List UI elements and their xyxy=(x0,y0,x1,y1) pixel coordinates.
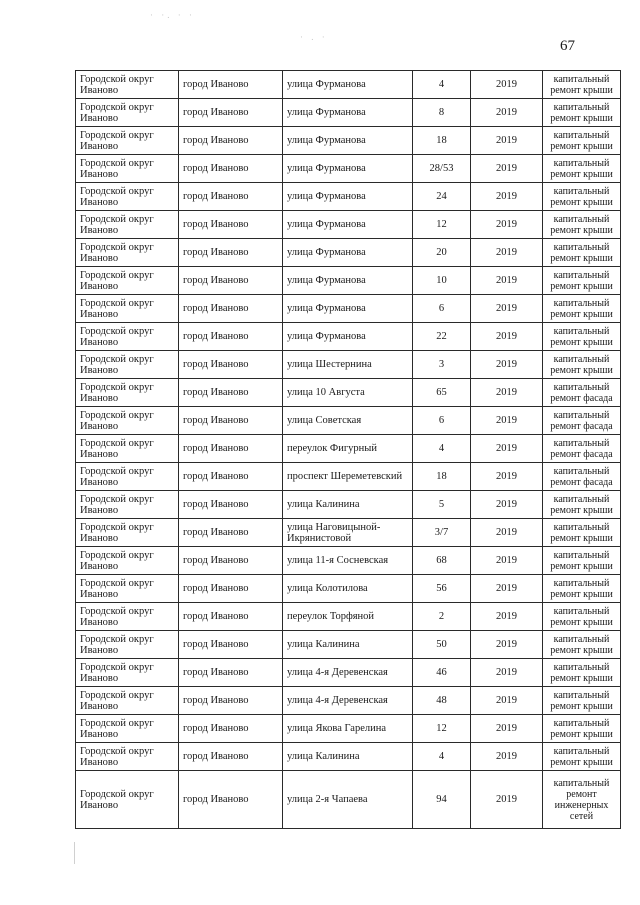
municipality-cell: Городской округ Иваново xyxy=(76,659,179,687)
municipality-cell: Городской округ Иваново xyxy=(76,267,179,295)
table-row xyxy=(76,575,621,603)
table-row xyxy=(76,267,621,295)
work-type-cell: капитальный ремонт фасада xyxy=(543,463,621,491)
municipality-cell: Городской округ Иваново xyxy=(76,71,179,99)
municipality-cell: Городской округ Иваново xyxy=(76,463,179,491)
house-number-cell: 68 xyxy=(413,547,471,575)
work-type-cell: капитальный ремонт крыши xyxy=(543,547,621,575)
work-type-cell: капитальный ремонт крыши xyxy=(543,99,621,127)
table-row xyxy=(76,351,621,379)
year-cell: 2019 xyxy=(471,631,543,659)
street-cell: улица Фурманова xyxy=(283,99,413,127)
year-cell: 2019 xyxy=(471,379,543,407)
year-cell: 2019 xyxy=(471,71,543,99)
table-row xyxy=(76,155,621,183)
work-type-cell: капитальный ремонт фасада xyxy=(543,379,621,407)
street-cell: улица 4-я Деревенская xyxy=(283,687,413,715)
street-cell: улица Фурманова xyxy=(283,267,413,295)
scan-margin-line xyxy=(74,842,75,864)
municipality-cell: Городской округ Иваново xyxy=(76,183,179,211)
table-row xyxy=(76,211,621,239)
year-cell: 2019 xyxy=(471,267,543,295)
street-cell: переулок Фигурный xyxy=(283,435,413,463)
settlement-cell: город Иваново xyxy=(179,659,283,687)
house-number-cell: 4 xyxy=(413,435,471,463)
scan-noise: · . · xyxy=(300,32,328,42)
municipality-cell: Городской округ Иваново xyxy=(76,771,179,829)
table-row xyxy=(76,239,621,267)
municipality-cell: Городской округ Иваново xyxy=(76,631,179,659)
settlement-cell: город Иваново xyxy=(179,547,283,575)
street-cell: улица Советская xyxy=(283,407,413,435)
work-type-cell: капитальный ремонт фасада xyxy=(543,435,621,463)
settlement-cell: город Иваново xyxy=(179,379,283,407)
settlement-cell: город Иваново xyxy=(179,771,283,829)
municipality-cell: Городской округ Иваново xyxy=(76,575,179,603)
house-number-cell: 10 xyxy=(413,267,471,295)
settlement-cell: город Иваново xyxy=(179,267,283,295)
page-number: 67 xyxy=(560,38,575,54)
house-number-cell: 24 xyxy=(413,183,471,211)
municipality-cell: Городской округ Иваново xyxy=(76,127,179,155)
municipality-cell: Городской округ Иваново xyxy=(76,407,179,435)
work-type-cell: капитальный ремонт фасада xyxy=(543,407,621,435)
year-cell: 2019 xyxy=(471,771,543,829)
work-type-cell: капитальный ремонт крыши xyxy=(543,491,621,519)
year-cell: 2019 xyxy=(471,407,543,435)
table-row xyxy=(76,603,621,631)
house-number-cell: 28/53 xyxy=(413,155,471,183)
year-cell: 2019 xyxy=(471,155,543,183)
table-row xyxy=(76,715,621,743)
municipality-cell: Городской округ Иваново xyxy=(76,351,179,379)
municipality-cell: Городской округ Иваново xyxy=(76,239,179,267)
street-cell: улица 4-я Деревенская xyxy=(283,659,413,687)
house-number-cell: 12 xyxy=(413,715,471,743)
year-cell: 2019 xyxy=(471,491,543,519)
work-type-cell: капитальный ремонт крыши xyxy=(543,687,621,715)
house-number-cell: 12 xyxy=(413,211,471,239)
house-number-cell: 18 xyxy=(413,463,471,491)
street-cell: улица Фурманова xyxy=(283,127,413,155)
table-row xyxy=(76,631,621,659)
municipality-cell: Городской округ Иваново xyxy=(76,687,179,715)
house-number-cell: 2 xyxy=(413,603,471,631)
settlement-cell: город Иваново xyxy=(179,687,283,715)
street-cell: улица Якова Гарелина xyxy=(283,715,413,743)
municipality-cell: Городской округ Иваново xyxy=(76,715,179,743)
year-cell: 2019 xyxy=(471,323,543,351)
house-number-cell: 94 xyxy=(413,771,471,829)
settlement-cell: город Иваново xyxy=(179,435,283,463)
municipality-cell: Городской округ Иваново xyxy=(76,603,179,631)
year-cell: 2019 xyxy=(471,183,543,211)
settlement-cell: город Иваново xyxy=(179,127,283,155)
work-type-cell: капитальный ремонт крыши xyxy=(543,575,621,603)
year-cell: 2019 xyxy=(471,743,543,771)
work-type-cell: капитальный ремонт крыши xyxy=(543,239,621,267)
street-cell: улица Фурманова xyxy=(283,211,413,239)
table-row xyxy=(76,183,621,211)
house-number-cell: 56 xyxy=(413,575,471,603)
settlement-cell: город Иваново xyxy=(179,295,283,323)
year-cell: 2019 xyxy=(471,659,543,687)
house-number-cell: 3 xyxy=(413,351,471,379)
year-cell: 2019 xyxy=(471,547,543,575)
work-type-cell: капитальный ремонт крыши xyxy=(543,323,621,351)
work-type-cell: капитальный ремонт крыши xyxy=(543,603,621,631)
street-cell: улица Фурманова xyxy=(283,183,413,211)
work-type-cell: капитальный ремонт крыши xyxy=(543,743,621,771)
year-cell: 2019 xyxy=(471,211,543,239)
settlement-cell: город Иваново xyxy=(179,743,283,771)
house-number-cell: 6 xyxy=(413,407,471,435)
settlement-cell: город Иваново xyxy=(179,715,283,743)
work-type-cell: капитальный ремонт инженерных сетей xyxy=(543,771,621,829)
work-type-cell: капитальный ремонт крыши xyxy=(543,267,621,295)
municipality-cell: Городской округ Иваново xyxy=(76,323,179,351)
street-cell: улица 2-я Чапаева xyxy=(283,771,413,829)
year-cell: 2019 xyxy=(471,715,543,743)
repair-plan-table xyxy=(75,70,621,829)
municipality-cell: Городской округ Иваново xyxy=(76,379,179,407)
municipality-cell: Городской округ Иваново xyxy=(76,155,179,183)
street-cell: улица Калинина xyxy=(283,491,413,519)
work-type-cell: капитальный ремонт крыши xyxy=(543,659,621,687)
street-cell: переулок Торфяной xyxy=(283,603,413,631)
settlement-cell: город Иваново xyxy=(179,519,283,547)
settlement-cell: город Иваново xyxy=(179,631,283,659)
year-cell: 2019 xyxy=(471,575,543,603)
municipality-cell: Городской округ Иваново xyxy=(76,99,179,127)
settlement-cell: город Иваново xyxy=(179,155,283,183)
settlement-cell: город Иваново xyxy=(179,239,283,267)
municipality-cell: Городской округ Иваново xyxy=(76,547,179,575)
street-cell: улица Калинина xyxy=(283,743,413,771)
settlement-cell: город Иваново xyxy=(179,575,283,603)
settlement-cell: город Иваново xyxy=(179,71,283,99)
street-cell: улица Фурманова xyxy=(283,71,413,99)
municipality-cell: Городской округ Иваново xyxy=(76,295,179,323)
table-row xyxy=(76,127,621,155)
year-cell: 2019 xyxy=(471,463,543,491)
work-type-cell: капитальный ремонт крыши xyxy=(543,351,621,379)
house-number-cell: 18 xyxy=(413,127,471,155)
settlement-cell: город Иваново xyxy=(179,491,283,519)
scan-noise: · ·. · · xyxy=(150,10,195,20)
year-cell: 2019 xyxy=(471,127,543,155)
work-type-cell: капитальный ремонт крыши xyxy=(543,295,621,323)
house-number-cell: 5 xyxy=(413,491,471,519)
settlement-cell: город Иваново xyxy=(179,323,283,351)
street-cell: улица 10 Августа xyxy=(283,379,413,407)
year-cell: 2019 xyxy=(471,99,543,127)
year-cell: 2019 xyxy=(471,351,543,379)
year-cell: 2019 xyxy=(471,519,543,547)
settlement-cell: город Иваново xyxy=(179,603,283,631)
municipality-cell: Городской округ Иваново xyxy=(76,211,179,239)
house-number-cell: 22 xyxy=(413,323,471,351)
settlement-cell: город Иваново xyxy=(179,99,283,127)
house-number-cell: 50 xyxy=(413,631,471,659)
street-cell: улица Фурманова xyxy=(283,239,413,267)
house-number-cell: 8 xyxy=(413,99,471,127)
work-type-cell: капитальный ремонт крыши xyxy=(543,183,621,211)
house-number-cell: 4 xyxy=(413,71,471,99)
street-cell: улица Колотилова xyxy=(283,575,413,603)
table-row xyxy=(76,743,621,771)
street-cell: улица Шестернина xyxy=(283,351,413,379)
street-cell: улица Наговицыной-Икрянистовой xyxy=(283,519,413,547)
street-cell: улица Фурманова xyxy=(283,155,413,183)
table-row xyxy=(76,659,621,687)
house-number-cell: 48 xyxy=(413,687,471,715)
table-body xyxy=(76,71,621,829)
year-cell: 2019 xyxy=(471,295,543,323)
work-type-cell: капитальный ремонт крыши xyxy=(543,155,621,183)
table-row xyxy=(76,771,621,829)
year-cell: 2019 xyxy=(471,687,543,715)
house-number-cell: 20 xyxy=(413,239,471,267)
table-row xyxy=(76,435,621,463)
table-row xyxy=(76,547,621,575)
year-cell: 2019 xyxy=(471,239,543,267)
table-row xyxy=(76,99,621,127)
table-row xyxy=(76,687,621,715)
work-type-cell: капитальный ремонт крыши xyxy=(543,71,621,99)
table-row xyxy=(76,379,621,407)
municipality-cell: Городской округ Иваново xyxy=(76,491,179,519)
table-row xyxy=(76,407,621,435)
house-number-cell: 4 xyxy=(413,743,471,771)
municipality-cell: Городской округ Иваново xyxy=(76,519,179,547)
settlement-cell: город Иваново xyxy=(179,407,283,435)
work-type-cell: капитальный ремонт крыши xyxy=(543,127,621,155)
house-number-cell: 6 xyxy=(413,295,471,323)
street-cell: улица Фурманова xyxy=(283,323,413,351)
table-row xyxy=(76,519,621,547)
house-number-cell: 65 xyxy=(413,379,471,407)
table-row xyxy=(76,323,621,351)
street-cell: улица Калинина xyxy=(283,631,413,659)
settlement-cell: город Иваново xyxy=(179,463,283,491)
settlement-cell: город Иваново xyxy=(179,211,283,239)
year-cell: 2019 xyxy=(471,603,543,631)
municipality-cell: Городской округ Иваново xyxy=(76,743,179,771)
municipality-cell: Городской округ Иваново xyxy=(76,435,179,463)
work-type-cell: капитальный ремонт крыши xyxy=(543,211,621,239)
house-number-cell: 3/7 xyxy=(413,519,471,547)
house-number-cell: 46 xyxy=(413,659,471,687)
year-cell: 2019 xyxy=(471,435,543,463)
street-cell: проспект Шереметевский xyxy=(283,463,413,491)
table-row xyxy=(76,71,621,99)
work-type-cell: капитальный ремонт крыши xyxy=(543,631,621,659)
table-row xyxy=(76,491,621,519)
table-row xyxy=(76,295,621,323)
table-row xyxy=(76,463,621,491)
settlement-cell: город Иваново xyxy=(179,351,283,379)
work-type-cell: капитальный ремонт крыши xyxy=(543,715,621,743)
street-cell: улица 11-я Сосневская xyxy=(283,547,413,575)
street-cell: улица Фурманова xyxy=(283,295,413,323)
work-type-cell: капитальный ремонт крыши xyxy=(543,519,621,547)
settlement-cell: город Иваново xyxy=(179,183,283,211)
